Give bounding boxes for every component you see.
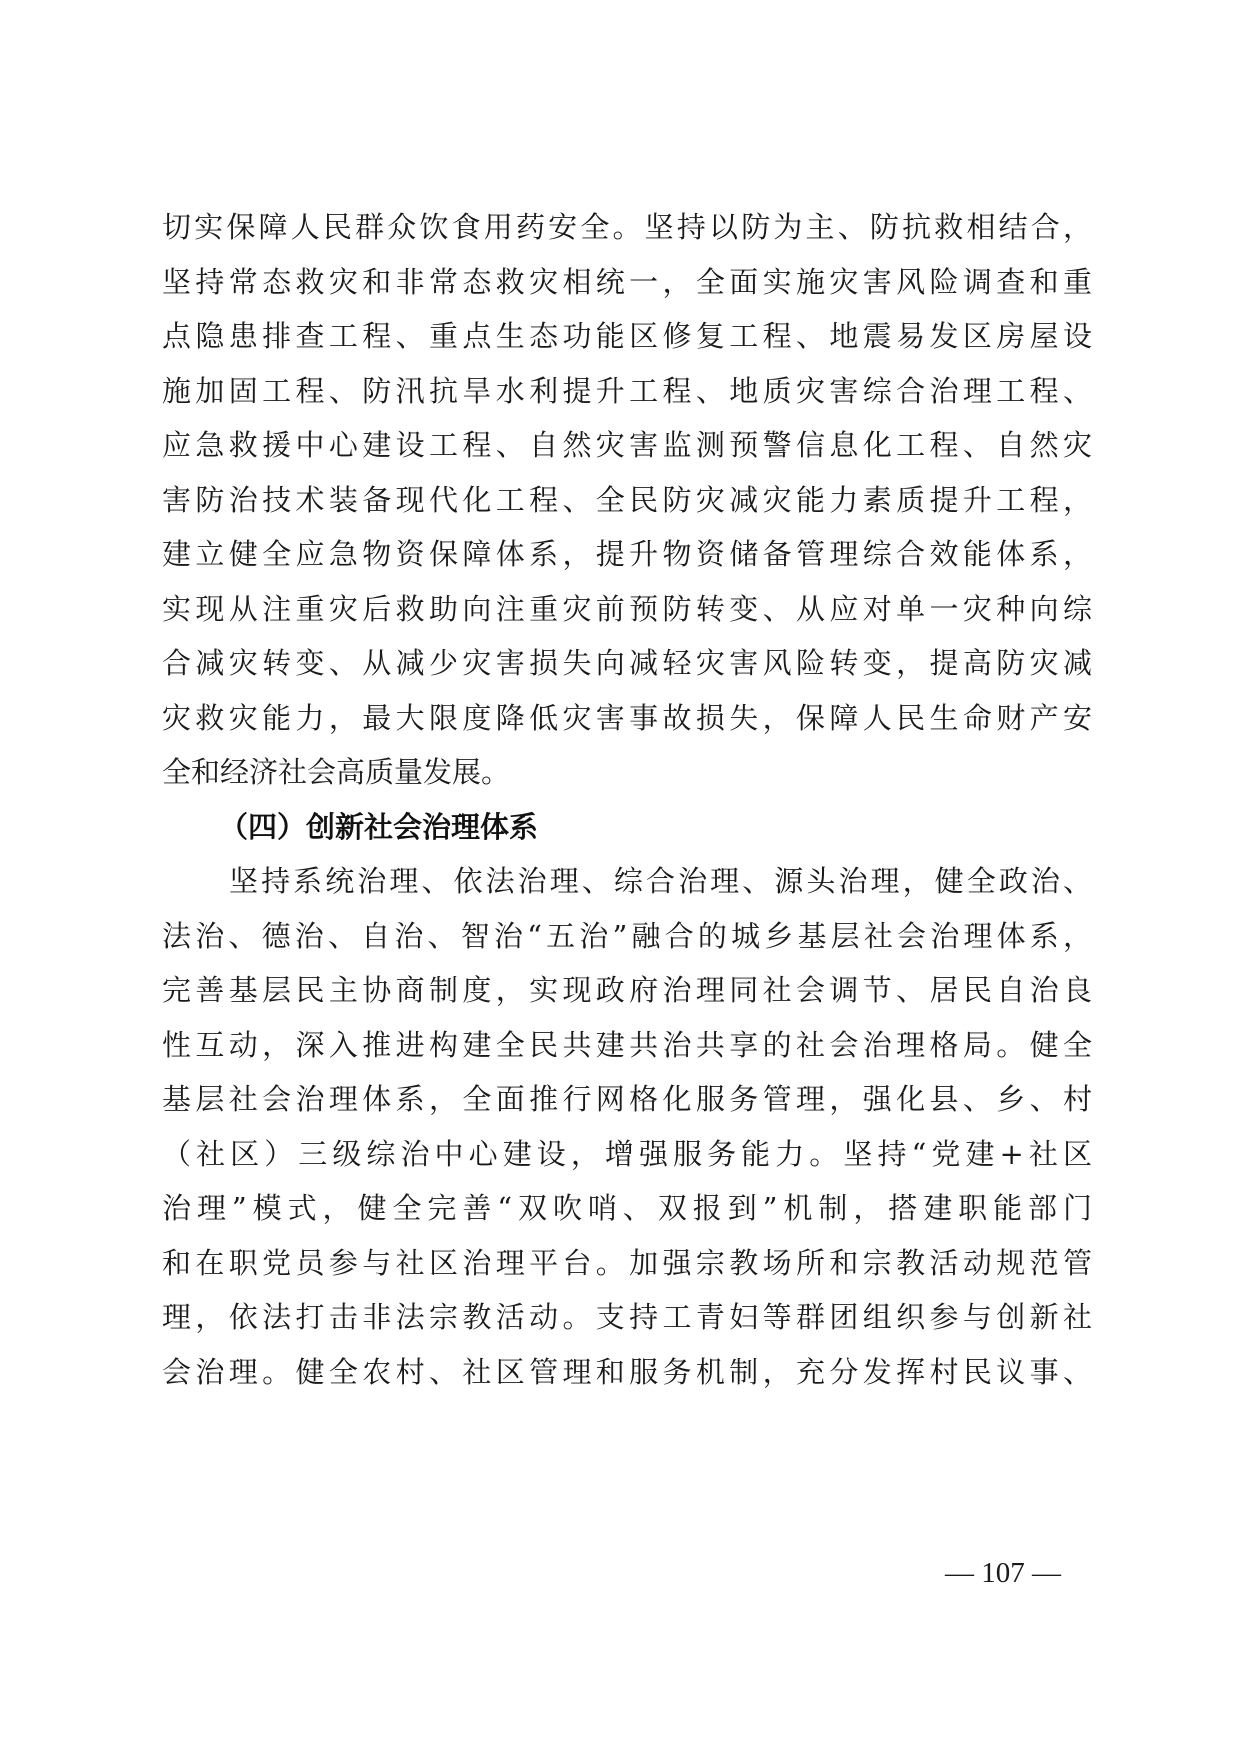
text-line: （社区）三级综治中心建设，增强服务能力。坚持“党建+社区 <box>162 1137 1092 1171</box>
text-line: 治理”模式，健全完善“双吹哨、双报到”机制，搭建职能部门 <box>162 1191 1092 1225</box>
page-number: — 107 — <box>945 1557 1061 1589</box>
section-heading: （四）创新社会治理体系 <box>219 810 539 844</box>
text-line: 基层社会治理体系，全面推行网格化服务管理，强化县、乡、村 <box>162 1082 1092 1116</box>
text-line: 会治理。健全农村、社区管理和服务机制，充分发挥村民议事、 <box>162 1355 1092 1389</box>
text-line: 全和经济社会高质量发展。 <box>162 755 511 789</box>
text-line: 切实保障人民群众饮食用药安全。坚持以防为主、防抗救相结合， <box>162 210 1092 244</box>
text-line: 实现从注重灾后救助向注重灾前预防转变、从应对单一灾种向综 <box>162 592 1092 626</box>
text-line: 施加固工程、防汛抗旱水利提升工程、地质灾害综合治理工程、 <box>162 374 1092 408</box>
text-line: 和在职党员参与社区治理平台。加强宗教场所和宗教活动规范管 <box>162 1246 1092 1280</box>
text-line: 应急救援中心建设工程、自然灾害监测预警信息化工程、自然灾 <box>162 428 1092 462</box>
text-line: 坚持常态救灾和非常态救灾相统一，全面实施灾害风险调查和重 <box>162 265 1092 299</box>
text-line: 完善基层民主协商制度，实现政府治理同社会调节、居民自治良 <box>162 973 1092 1007</box>
text-line: 性互动，深入推进构建全民共建共治共享的社会治理格局。健全 <box>162 1028 1092 1062</box>
text-line: 法治、德治、自治、智治“五治”融合的城乡基层社会治理体系， <box>162 919 1092 953</box>
text-line: 坚持系统治理、依法治理、综合治理、源头治理，健全政治、 <box>229 864 1092 898</box>
text-line: 理，依法打击非法宗教活动。支持工青妇等群团组织参与创新社 <box>162 1300 1092 1334</box>
text-line: 合减灾转变、从减少灾害损失向减轻灾害风险转变，提高防灾减 <box>162 646 1092 680</box>
text-line: 点隐患排查工程、重点生态功能区修复工程、地震易发区房屋设 <box>162 319 1092 353</box>
text-line: 灾救灾能力，最大限度降低灾害事故损失，保障人民生命财产安 <box>162 701 1092 735</box>
text-line: 害防治技术装备现代化工程、全民防灾减灾能力素质提升工程， <box>162 483 1092 517</box>
text-line: 建立健全应急物资保障体系，提升物资储备管理综合效能体系， <box>162 537 1092 571</box>
